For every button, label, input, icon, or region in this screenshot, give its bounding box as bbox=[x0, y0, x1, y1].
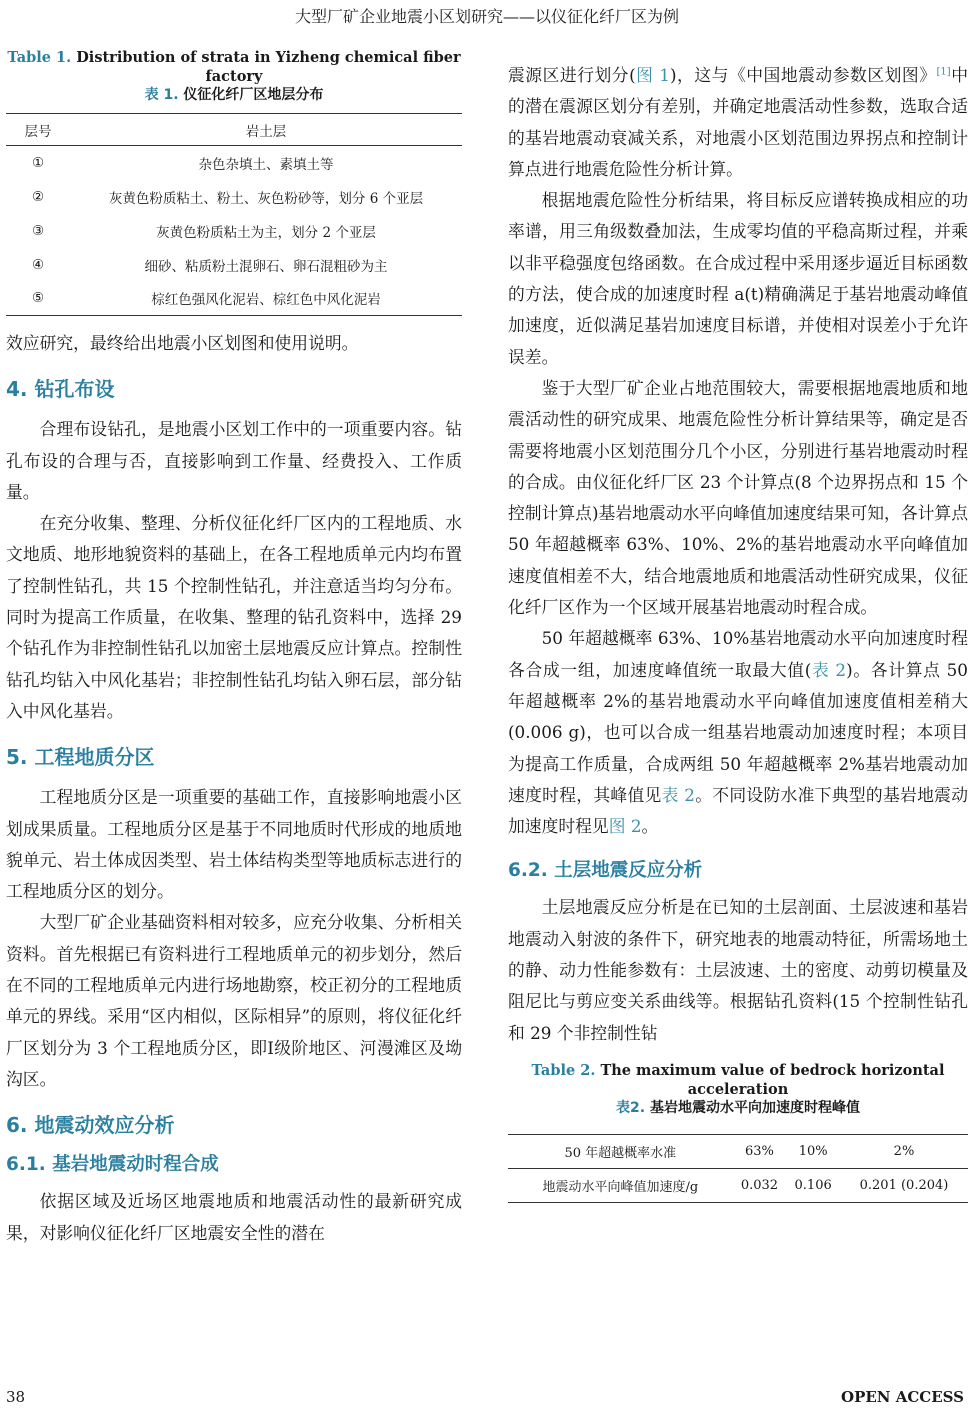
table-header-row bbox=[6, 114, 462, 146]
table2-number-zh: 表2. bbox=[616, 1099, 646, 1116]
table-2-link[interactable]: 表 2 bbox=[811, 659, 847, 680]
header-soil-layer: 岩土层 bbox=[70, 114, 462, 146]
table-row bbox=[6, 146, 462, 180]
figure-1-link[interactable]: 图 1 bbox=[635, 65, 670, 85]
text-span: 中的潜在震源区划分有差别，并确定地震活动性参数，选取合适的基岩地震动衰减关系，对地震小区划范围边界拐点和控制计算点进行地震危险性分析计算。 bbox=[508, 65, 968, 179]
table-2-link[interactable]: 表 2 bbox=[661, 784, 695, 805]
section-4-paragraph-1: 合理布设钻孔，是地震小区划工作中的一项重要内容。钻孔布设的合理与否，直接影响到工作量、经费投入、工作质量。 bbox=[6, 419, 462, 502]
right-column bbox=[508, 60, 968, 1203]
section-4-heading: 4. 钻孔布设 bbox=[6, 377, 115, 402]
layer-description: 灰黄色粉质粘土为主，划分 2 个亚层 bbox=[156, 224, 376, 241]
left-column bbox=[6, 48, 462, 1249]
layer-description: 灰黄色粉质粘土、粉土、灰色粉砂等，划分 6 个亚层 bbox=[108, 190, 424, 207]
table1-title-zh: 仪征化纤厂区地层分布 bbox=[183, 87, 324, 103]
probability-level-label: 50 年超越概率水准 bbox=[508, 1134, 733, 1168]
layer-description: 细砂、粘质粉土混卵石、卵石混粗砂为主 bbox=[144, 258, 388, 275]
peak-acceleration-label: 地震动水平向峰值加速度/g bbox=[542, 1179, 699, 1195]
section-6-2-heading: 6.2. 土层地震反应分析 bbox=[508, 860, 703, 882]
layer-description: 杂色杂填土、素填土等 bbox=[198, 156, 334, 173]
running-header: 大型厂矿企业地震小区划研究——以仪征化纤厂区为例 bbox=[294, 7, 679, 26]
text-span: 。不同设防水准下典型的基岩地震动加速度时程见 bbox=[508, 784, 968, 837]
section-5-paragraph-1: 工程地质分区是一项重要的基础工作，直接影响地震小区划成果质量。工程地质分区是基于不同地质时代形成的地质地貌单元、岩土体成因类型、岩土体结构类型等地质标志进行的工程地质分区的划分。 bbox=[6, 787, 462, 902]
peak-acceleration-10: 0.106 bbox=[794, 1177, 832, 1193]
peak-acceleration-2: 0.201 (0.204) bbox=[859, 1177, 949, 1193]
text-span: )。各计算点 50 年超越概率 2%的基岩地震动水平向峰值加速度值相差稍大(0.006 g)，也可以合成一组基岩地震动加速度时程；本项目为提高工作质量，合成两组 50 年超越概率 2%基岩地震动加速度时程，其峰值见 bbox=[508, 659, 968, 805]
reference-1-link[interactable]: [1] bbox=[936, 66, 951, 78]
open-access-label: OPEN ACCESS bbox=[841, 1388, 964, 1406]
table-row bbox=[6, 248, 462, 282]
figure-2-link[interactable]: 图 2 bbox=[608, 816, 642, 837]
table1-number-en: Table 1. bbox=[7, 49, 72, 66]
section-6-2-paragraph-1: 土层地震反应分析是在已知的土层剖面、土层波速和基岩地震动入射波的条件下，研究地表的地震动特征，所需场地土的静、动力性能参数有：土层波速、土的密度、动剪切模量及阻尼比与剪应变关系曲线等。根据钻孔资料(15 个控制性钻孔和 29 个非控制性钻 bbox=[508, 897, 968, 1043]
section-5-paragraph-2: 大型厂矿企业基础资料相对较多，应充分收集、分析相关资料。首先根据已有资料进行工程地质单元的初步划分，然后在不同的工程地质单元内进行场地勘察，校正初分的工程地质单元的界线。采用“区内相似，区际相异”的原则，将仪征化纤厂区划分为 3 个工程地质分区，即Ⅰ级阶地区、河漫滩区及坳沟区。 bbox=[6, 912, 462, 1089]
layer-number: ⑤ bbox=[31, 290, 45, 307]
layer-number: ④ bbox=[31, 256, 45, 273]
layer-number: ① bbox=[31, 154, 45, 171]
layer-description: 棕红色强风化泥岩、棕红色中风化泥岩 bbox=[151, 292, 381, 309]
acceleration-table bbox=[508, 1134, 968, 1203]
table2-number-en: Table 2. bbox=[531, 1061, 596, 1079]
table1-caption-en bbox=[6, 48, 462, 86]
probability-63: 63% bbox=[733, 1134, 787, 1168]
text-span: 震源区进行划分( bbox=[508, 65, 636, 85]
table1-title-en: Distribution of strata in Yizheng chemical fiber factory bbox=[76, 49, 461, 85]
text-span: 。 bbox=[641, 816, 659, 837]
table-row bbox=[6, 214, 462, 248]
right-paragraph-2: 根据地震危险性分析结果，将目标反应谱转换成相应的功率谱，用三角级数叠加法，生成零均值的平稳高斯过程，并乘以非平稳强度包络函数。在合成过程中采用逐步逼近目标函数的方法，使合成的加速度时程 a(t)精确满足于基岩地震动峰值加速度，近似满足基岩加速度目标谱，并使相对误差小于允许误差。 bbox=[508, 190, 968, 367]
right-paragraph-1 bbox=[508, 60, 968, 185]
page-number: 38 bbox=[6, 1388, 26, 1406]
peak-acceleration-63: 0.032 bbox=[740, 1177, 779, 1193]
section-5-heading: 5. 工程地质分区 bbox=[6, 745, 155, 770]
table1-caption-zh bbox=[6, 86, 462, 105]
strata-table bbox=[6, 113, 462, 316]
section-6-1-paragraph-1: 依据区域及近场区地震地质和地震活动性的最新研究成果，对影响仪征化纤厂区地震安全性的潜在 bbox=[6, 1191, 462, 1243]
text-span: 50 年超越概率 63%、10%基岩地震动水平向加速度时程各合成一组，加速度峰值统一取最大值( bbox=[508, 628, 968, 680]
table-row bbox=[508, 1168, 968, 1202]
table2-title-zh: 基岩地震动水平向加速度时程峰值 bbox=[649, 1099, 860, 1116]
table2-caption-en bbox=[508, 1061, 968, 1099]
probability-2: 2% bbox=[840, 1134, 968, 1168]
table-row bbox=[6, 180, 462, 214]
probability-10: 10% bbox=[786, 1134, 840, 1168]
right-paragraph-4 bbox=[508, 623, 968, 842]
header-layer-number: 层号 bbox=[6, 114, 70, 146]
table-row bbox=[508, 1134, 968, 1168]
layer-number: ② bbox=[31, 188, 45, 205]
text-span: )，这与《中国地震动参数区划图》 bbox=[669, 65, 937, 85]
section-6-heading: 6. 地震动效应分析 bbox=[6, 1113, 175, 1138]
section-4-paragraph-2: 在充分收集、整理、分析仪征化纤厂区内的工程地质、水文地质、地形地貌资料的基础上，在各工程地质单元内均布置了控制性钻孔，共 15 个控制性钻孔，并注意适当均匀分布。同时为提高工作质量，在收集、整理的钻孔资料中，选择 29 个钻孔作为非控制性钻孔以加密土层地震反应计算点。控制性钻孔均钻入中风化基岩；非控制性钻孔均钻入卵石层，部分钻入中风化基岩。 bbox=[6, 513, 462, 721]
spacer bbox=[508, 1049, 968, 1061]
intro-paragraph: 效应研究，最终给出地震小区划图和使用说明。 bbox=[6, 333, 359, 353]
layer-number: ③ bbox=[31, 222, 45, 239]
table1-number-zh: 表 1. bbox=[144, 87, 179, 103]
table2-caption-zh bbox=[508, 1099, 968, 1118]
table-row bbox=[6, 282, 462, 316]
section-6-1-heading: 6.1. 基岩地震动时程合成 bbox=[6, 1154, 219, 1176]
right-paragraph-3: 鉴于大型厂矿企业占地范围较大，需要根据地震地质和地震活动性的研究成果、地震危险性分析计算结果等，确定是否需要将地震小区划范围分几个小区，分别进行基岩地震动时程的合成。由仪征化纤厂区 23 个计算点(8 个边界拐点和 15 个控制计算点)基岩地震动水平向峰值加速度结果可知，各计算点 50 年超越概率 63%、10%、2%的基岩地震动水平向峰值加速度值相差不大，结合地震地质和地震活动性研究成果，仪征化纤厂区作为一个区域开展基岩地震动时程合成。 bbox=[508, 377, 968, 618]
table2-title-en: The maximum value of bedrock horizontal acceleration bbox=[600, 1061, 945, 1098]
